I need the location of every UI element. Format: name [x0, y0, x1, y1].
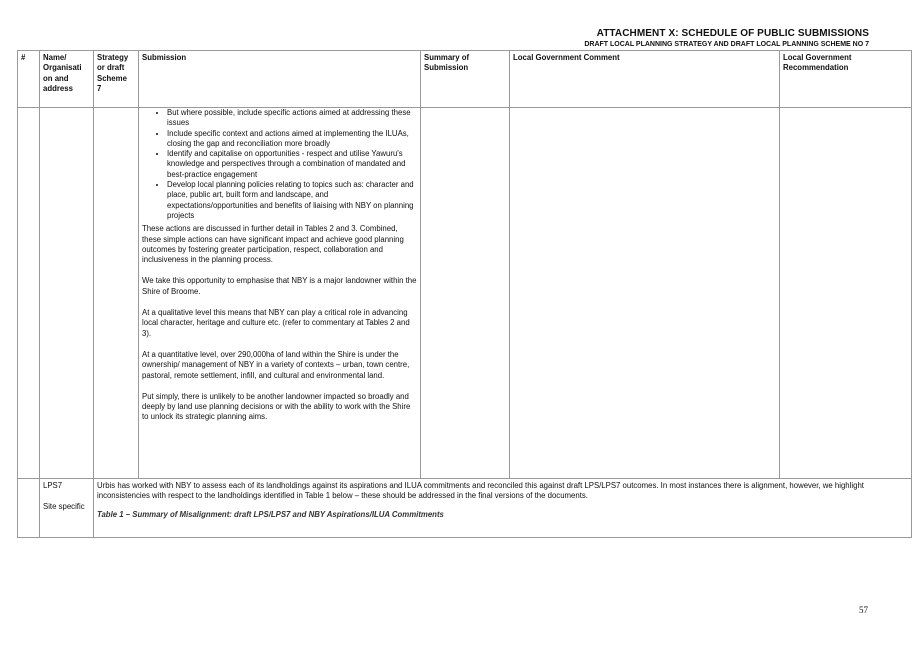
- submission-paragraph: At a qualitative level this means that NBY can play a critical role in advancing local character, heritage and culture etc. (refer to commentary at Tables 2 and 3).: [142, 308, 410, 338]
- col-header-name-line: address: [43, 83, 73, 93]
- table-caption: Table 1 – Summary of Misalignment: draft LPS/LPS7 and NBY Aspirations/ILUA Commitments: [97, 509, 444, 519]
- col-header-number: #: [18, 51, 40, 108]
- col-header-strategy-line: Strategy: [97, 53, 129, 62]
- submission-paragraph: Put simply, there is unlikely to be another landowner impacted so broadly and deeply by land use planning decisions or with the ability to work with the Shire to unlock its strategic planning aims.: [142, 391, 411, 422]
- table-row: [18, 108, 912, 479]
- table-header-row: [18, 51, 912, 108]
- summary-cell: [421, 108, 510, 479]
- col-header-strategy-line: 7: [97, 83, 102, 93]
- col-header-name-line: Organisati: [43, 63, 82, 73]
- col-header-lg-rec-line: Local Government: [783, 53, 852, 62]
- submission-bullet: • Develop local planning policies relating to topics such as: character and place, public art, built form and landscape, and expectations/opportunities and benefits of liaising with NBY on planning projects: [167, 180, 417, 221]
- strategy-cell: [94, 108, 139, 479]
- submission-cell: [139, 108, 421, 479]
- col-header-lg-comment: Local Government Comment: [510, 51, 780, 108]
- col-header-lg-recommendation: [780, 51, 912, 108]
- number-cell: [18, 479, 40, 538]
- submission-paragraph: These actions are discussed in further detail in Tables 2 and 3. Combined, these simple actions can have significant impact and achieve good planning outcomes by fostering greater participation, respect, collaboration and inclusiveness in the planning process.: [142, 224, 404, 265]
- col-header-summary: [421, 51, 510, 108]
- col-header-name: [40, 51, 94, 108]
- submission-bullet: • Identify and capitalise on opportunities - respect and utilise Yawuru's knowledge and perspectives through a combination of mandated and best-practice engagement: [167, 149, 417, 180]
- submissions-table: [17, 50, 912, 538]
- col-header-strategy-line: or draft: [97, 63, 125, 73]
- submission-bullet: • But where possible, include specific actions aimed at addressing these issues: [167, 108, 417, 129]
- site-specific-label: Site specific: [43, 502, 85, 512]
- lg-comment-cell: [510, 108, 780, 479]
- submission-paragraph: At a quantitative level, over 290,000ha of land within the Shire is under the ownership/ management of NBY in a variety of contexts – urban, town centre, pastoral, remote settlement, infill, and cultural and environmental land.: [142, 349, 410, 380]
- document-subtitle: DRAFT LOCAL PLANNING STRATEGY AND DRAFT LOCAL PLANNING SCHEME NO 7: [584, 41, 869, 48]
- submission-paragraph: We take this opportunity to emphasise that NBY is a major landowner within the Shire of Broome.: [142, 276, 417, 296]
- submission-bullet-list: [142, 108, 417, 221]
- col-header-summary-line: Submission: [424, 63, 469, 73]
- table-row: [18, 479, 912, 538]
- col-header-summary-line: Summary of: [424, 53, 470, 62]
- name-cell: [40, 108, 94, 479]
- col-header-name-line: on and: [43, 73, 69, 83]
- strategy-label: LPS7: [43, 481, 63, 490]
- submission-paragraph: Urbis has worked with NBY to assess each of its landholdings against its aspirations and ILUA commitments and reconciled this against draft LPS/LPS7 outcomes. In most instances there is alignment, however, we highlight inconsistencies with respect to the landholdings identified in Table 1 below – these should be addressed in the final versions of the documents.: [97, 481, 864, 501]
- col-header-submission: Submission: [139, 51, 421, 108]
- page-number: 57: [859, 605, 868, 615]
- submission-bullet: • Include specific context and actions aimed at implementing the ILUAs, closing the gap and reconciliation more broadly: [167, 129, 417, 150]
- col-header-strategy-line: Scheme: [97, 73, 127, 83]
- document-title: ATTACHMENT X: SCHEDULE OF PUBLIC SUBMISSIONS: [596, 28, 869, 39]
- name-cell: [40, 479, 94, 538]
- col-header-name-line: Name/: [43, 53, 67, 62]
- col-header-strategy: [94, 51, 139, 108]
- lg-recommendation-cell: [780, 108, 912, 479]
- merged-submission-cell: [94, 479, 912, 538]
- col-header-lg-rec-line: Recommendation: [783, 63, 849, 73]
- number-cell: [18, 108, 40, 479]
